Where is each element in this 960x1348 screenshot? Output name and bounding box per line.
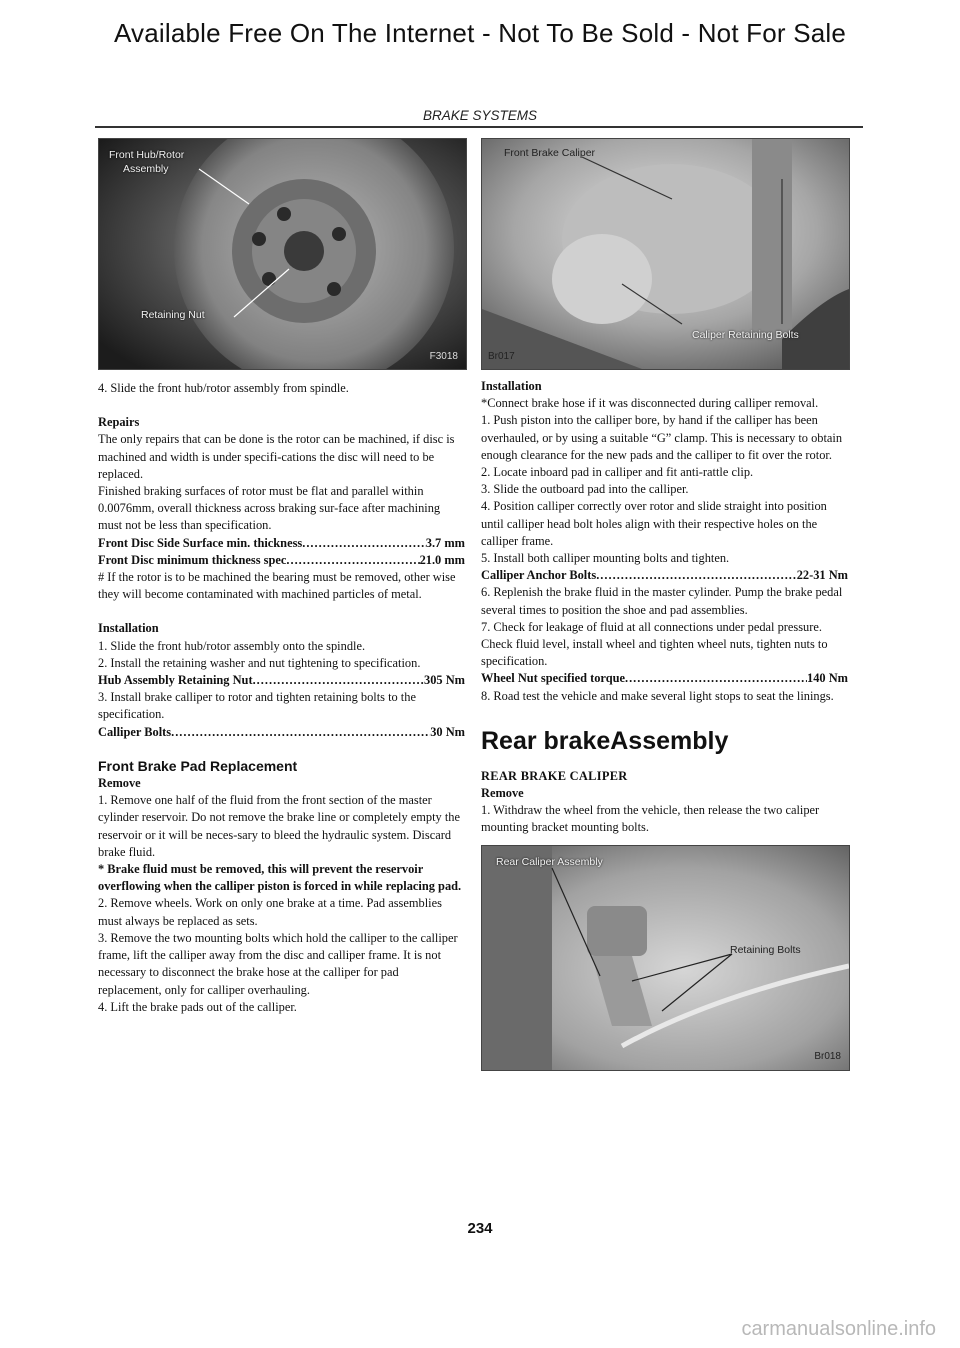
right-install-heading: Installation [481, 379, 542, 393]
figure2-id: Br017 [488, 350, 515, 362]
right-install-note: *Connect brake hose if it was disconnected during calliper removal. [481, 396, 819, 411]
figure1-label-front-hub: Front Hub/Rotor [109, 149, 185, 161]
left-install-2: 2. Install the retaining washer and nut tightening to specification. [98, 655, 421, 670]
spec-anchor-bolts-value: 22-31 Nm [796, 568, 848, 583]
left-remove-heading: Remove [98, 776, 141, 791]
repairs-note: # If the rotor is to be machined the bearing must be removed, other wise they will become contaminated with machined particles of metal. [98, 570, 456, 602]
right-column [481, 138, 848, 1071]
spec-disc-min-value: 21.0 mm [419, 552, 465, 567]
header-rule [95, 126, 863, 128]
left-install-heading: Installation [98, 621, 159, 636]
spec-calliper-bolts [98, 724, 465, 741]
spec-disc-min-label: Front Disc minimum thickness spec [98, 552, 287, 567]
spec-hub-nut [98, 672, 465, 689]
left-step4: 4. Slide the front hub/rotor assembly from spindle. [98, 381, 349, 395]
spec-disc-surface [98, 535, 465, 552]
spec-wheel-nut-value: 140 Nm [807, 671, 848, 686]
right-step3: 3. Slide the outboard pad into the calliper. [481, 482, 689, 497]
spec-disc-surface-value: 3.7 mm [425, 535, 465, 550]
figure-hub-rotor [98, 138, 467, 370]
figure1-id: F3018 [429, 350, 458, 362]
repairs-heading: Repairs [98, 415, 140, 430]
spec-wheel-nut-label: Wheel Nut specified torque [481, 671, 625, 686]
figure2-label-front-caliper: Front Brake Caliper [504, 147, 596, 159]
figure1-label-assembly: Assembly [123, 163, 169, 175]
left-install-3: 3. Install brake calliper to rotor and tighten retaining bolts to the specification. [98, 690, 416, 722]
spec-hub-nut-label: Hub Assembly Retaining Nut [98, 673, 253, 688]
right-step5: 5. Install both calliper mounting bolts and tighten. [481, 551, 730, 566]
figure-front-caliper [481, 138, 850, 370]
repairs-paragraph-1: The only repairs that can be done is the rotor can be machined, if disc is machined and width is under specifi-cations the disc will need to be replaced. [98, 432, 455, 481]
pad-replacement-heading: Front Brake Pad Replacement [98, 757, 298, 774]
left-column [98, 138, 465, 1016]
right-step1: 1. Push piston into the calliper bore, by hand if the calliper has been overhauled, or by using a suitable “G” clamp. This is necessary to obtain enough clearance for the new pads and the calliper to fit over the rotor. [481, 413, 843, 462]
left-install-1: 1. Slide the front hub/rotor assembly onto the spindle. [98, 638, 366, 653]
right-step6: 6. Replenish the brake fluid in the master cylinder. Pump the brake pedal several times to position the shoe and pad assemblies. [481, 585, 843, 617]
spec-anchor-bolts-label: Calliper Anchor Bolts [481, 568, 597, 583]
spec-anchor-bolts [481, 567, 848, 584]
spec-calliper-bolts-value: 30 Nm [430, 724, 465, 739]
running-head: BRAKE SYSTEMS [422, 108, 538, 123]
spec-disc-min [98, 552, 465, 569]
rear-remove-heading: Remove [481, 786, 524, 801]
left-remove-1: 1. Remove one half of the fluid from the front section of the master cylinder reservoir. Do not remove the brake line or completely empty the reservoir or it will be neces-sary to bleed the hydraulic system. Discard brake fluid. [98, 793, 460, 859]
figure2-label-retaining-bolts: Caliper Retaining Bolts [692, 329, 799, 341]
left-remove-note: * Brake fluid must be removed, this will prevent the reservoir overflowing when the calliper piston is forced in while replacing pad. [98, 862, 462, 894]
figure3-label-rear-caliper: Rear Caliper Assembly [496, 855, 603, 868]
figure-rear-caliper [481, 845, 850, 1071]
site-watermark: carmanualsonline.info [741, 1318, 936, 1340]
right-step2: 2. Locate inboard pad in calliper and fit anti-rattle clip. [481, 465, 754, 480]
rear-brake-heading: Rear brakeAssembly [481, 726, 729, 755]
left-remove-4: 4. Lift the brake pads out of the calliper. [98, 999, 297, 1014]
spec-hub-nut-value: 305 Nm [424, 673, 465, 688]
figure3-label-retaining-bolts: Retaining Bolts [730, 943, 801, 956]
spec-disc-surface-label: Front Disc Side Surface min. thickness [98, 535, 303, 550]
left-remove-2: 2. Remove wheels. Work on only one brake at a time. Pad assemblies must always be replaced as sets. [98, 896, 442, 928]
page-number: 234 [467, 1220, 493, 1237]
figure1-label-retaining-nut: Retaining Nut [141, 309, 205, 321]
right-step7: 7. Check for leakage of fluid at all connections under pedal pressure. Check fluid level, install wheel and tighten wheel nuts, tighten nuts to specification. [481, 619, 828, 669]
spec-calliper-bolts-label: Calliper Bolts [98, 724, 172, 739]
left-remove-3: 3. Remove the two mounting bolts which hold the calliper to the calliper frame, lift the calliper away from the disc and calliper frame. It is not necessary to disconnect the brake hose at the calliper for pad replacement, only for calliper overhauling. [98, 930, 458, 997]
right-step8: 8. Road test the vehicle and make several light stops to seat the linings. [481, 688, 834, 703]
top-banner: Available Free On The Internet - Not To Be Sold - Not For Sale [113, 18, 847, 48]
repairs-paragraph-2: Finished braking surfaces of rotor must be flat and parallel within 0.0076mm, overall thickness across braking sur-face after machining must not be less than specification. [98, 484, 441, 533]
rear-caliper-heading: REAR BRAKE CALIPER [481, 768, 628, 783]
rear-step1: 1. Withdraw the wheel from the vehicle, then release the two caliper mounting bracket mounting bolts. [481, 803, 820, 835]
figure3-id: Br018 [814, 1051, 841, 1063]
spec-wheel-nut [481, 670, 848, 687]
right-step4: 4. Position calliper correctly over rotor and slide straight into position until calliper head bolt holes align with their respective holes on the calliper frame. [481, 499, 827, 548]
